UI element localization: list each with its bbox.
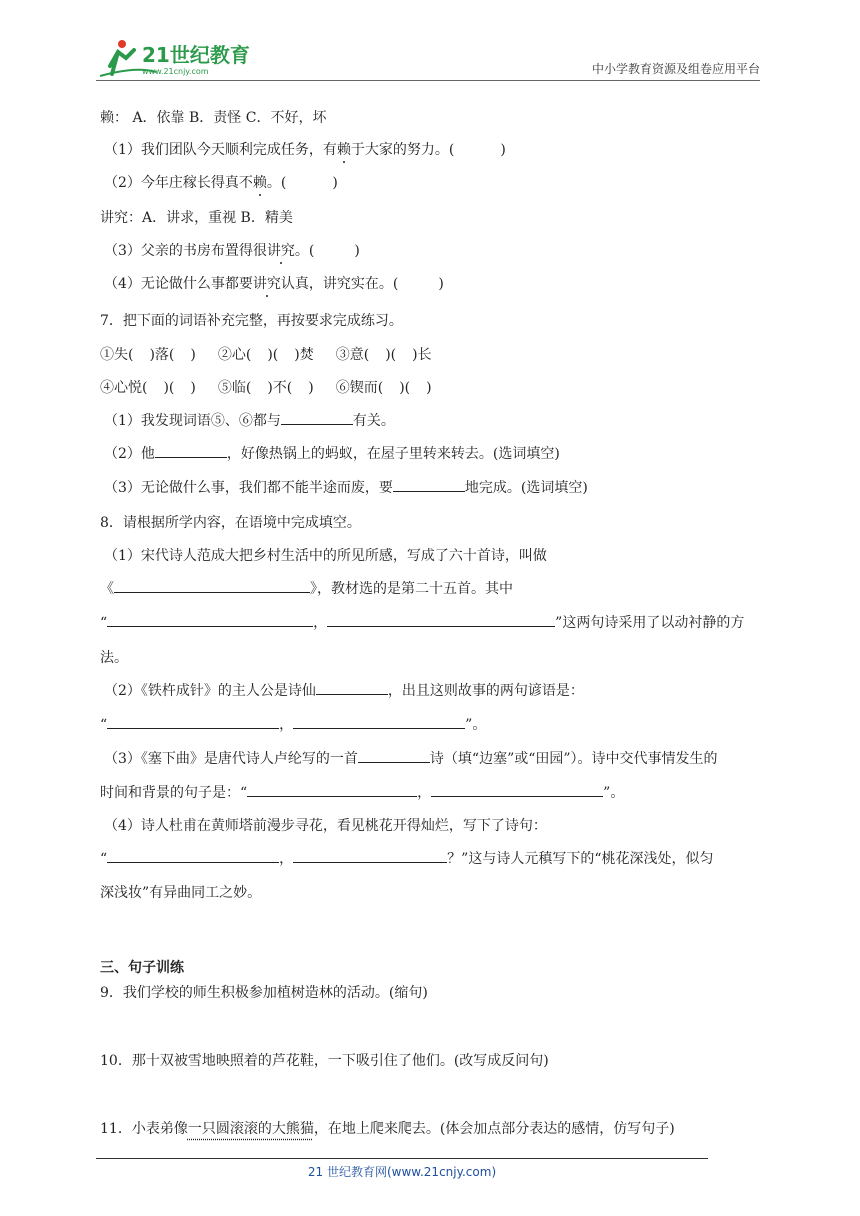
lai-definition: 赖： A．依靠 B．责怪 C．不好，坏 — [100, 110, 327, 126]
q8-part-1c: “ ， ”这两句诗采用了以动衬静的方 — [100, 612, 744, 632]
q8-part-4a: （4）诗人杜甫在黄师塔前漫步寻花，看见桃花开得灿烂，写下了诗句： — [104, 818, 547, 834]
q8-part-1b: 《 》，教材选的是第二十五首。其中 — [100, 578, 513, 598]
q8-part-1d: 法。 — [100, 650, 128, 666]
q8-title: 8．请根据所学内容，在语境中完成填空。 — [100, 515, 361, 531]
q10: 10．那十双被雪地映照着的芦花鞋，一下吸引住了他们。(改写成反问句) — [100, 1053, 549, 1069]
answer-blank — [107, 612, 313, 627]
answer-blank — [281, 410, 353, 425]
q8-part-3a: （3）《塞下曲》是唐代诗人卢纶写的一首 诗（填“边塞”或“田园”）。诗中交代事情发生的 — [104, 748, 718, 768]
q7-sub-2: （2）他 ，好像热锅上的蚂蚁，在屋子里转来转去。(选词填空) — [104, 443, 560, 463]
emphasis-phrase: 一只圆滚滚的大熊猫 — [187, 1121, 314, 1137]
emphasis-char: 赖 — [252, 175, 267, 191]
answer-blank — [155, 443, 227, 458]
q8-part-3b: 时间和背景的句子是：“ ， ”。 — [100, 782, 624, 802]
answer-blank — [393, 477, 465, 492]
answer-blank — [358, 748, 430, 763]
q7-sub-3: （3）无论做什么事，我们都不能半途而废，要 地完成。(选词填空) — [104, 477, 588, 497]
q11: 11．小表弟像一只圆滚滚的大熊猫，在地上爬来爬去。(体会加点部分表达的感情，仿写句子) — [100, 1121, 675, 1137]
logo-runner-icon — [96, 36, 256, 80]
emphasis-char: 赖 — [336, 142, 351, 158]
section-title: 三、句子训练 — [100, 960, 184, 976]
q8-part-4c: 深浅妆”有异曲同工之妙。 — [100, 885, 262, 901]
emphasis-word: 讲究 — [252, 276, 281, 292]
page-header — [96, 36, 760, 81]
q8-part-1a: （1）宋代诗人范成大把乡村生活中的所见所感，写成了六十首诗，叫做 — [104, 548, 547, 564]
answer-blank — [316, 680, 388, 695]
platform-name: 中小学教育资源及组卷应用平台 — [591, 62, 760, 76]
page-footer: 21 世纪教育网(www.21cnjy.com) — [96, 1158, 708, 1180]
q7-idiom-row-2: ④心悦( )( ) ⑤临( )不( ) ⑥锲而( )( ) — [100, 380, 432, 396]
answer-blank — [327, 612, 555, 627]
answer-blank — [114, 578, 310, 593]
q7-sub-1: （1）我发现词语⑤、⑥都与 有关。 — [104, 410, 395, 430]
logo-url: www.21cnjy.com — [142, 67, 209, 76]
q8-part-2b: “ ， ”。 — [100, 714, 486, 734]
q8-part-4b: “ ， ？”这与诗人元稹写下的“桃花深浅处，似匀 — [100, 848, 714, 868]
q8-part-2a: （2）《铁杵成针》的主人公是诗仙 ，出且这则故事的两句谚语是： — [104, 680, 584, 700]
emphasis-word: 讲究 — [266, 243, 295, 259]
answer-blank — [431, 782, 603, 797]
jiangjiu-sentence-4: （4）无论做什么事都要讲究认真，讲究实在。( ) — [104, 276, 444, 292]
logo-text: 21世纪教育 — [142, 43, 250, 67]
q9: 9．我们学校的师生积极参加植树造林的活动。(缩句) — [100, 985, 428, 1001]
answer-blank — [293, 714, 465, 729]
answer-blank — [293, 848, 447, 863]
answer-blank — [107, 848, 279, 863]
q7-title: 7．把下面的词语补充完整，再按要求完成练习。 — [100, 313, 403, 329]
answer-blank — [107, 714, 279, 729]
jiangjiu-definition: 讲究：A．讲求，重视 B．精美 — [100, 210, 293, 226]
answer-blank — [247, 782, 417, 797]
lai-sentence-1: （1）我们团队今天顺利完成任务，有赖于大家的努力。( ) — [104, 142, 506, 158]
jiangjiu-sentence-3: （3）父亲的书房布置得很讲究。( ) — [104, 243, 360, 259]
lai-sentence-2: （2）今年庄稼长得真不赖。( ) — [104, 175, 338, 191]
q7-idiom-row-1: ①失( )落( ) ②心( )( )焚 ③意( )( )长 — [100, 347, 432, 363]
